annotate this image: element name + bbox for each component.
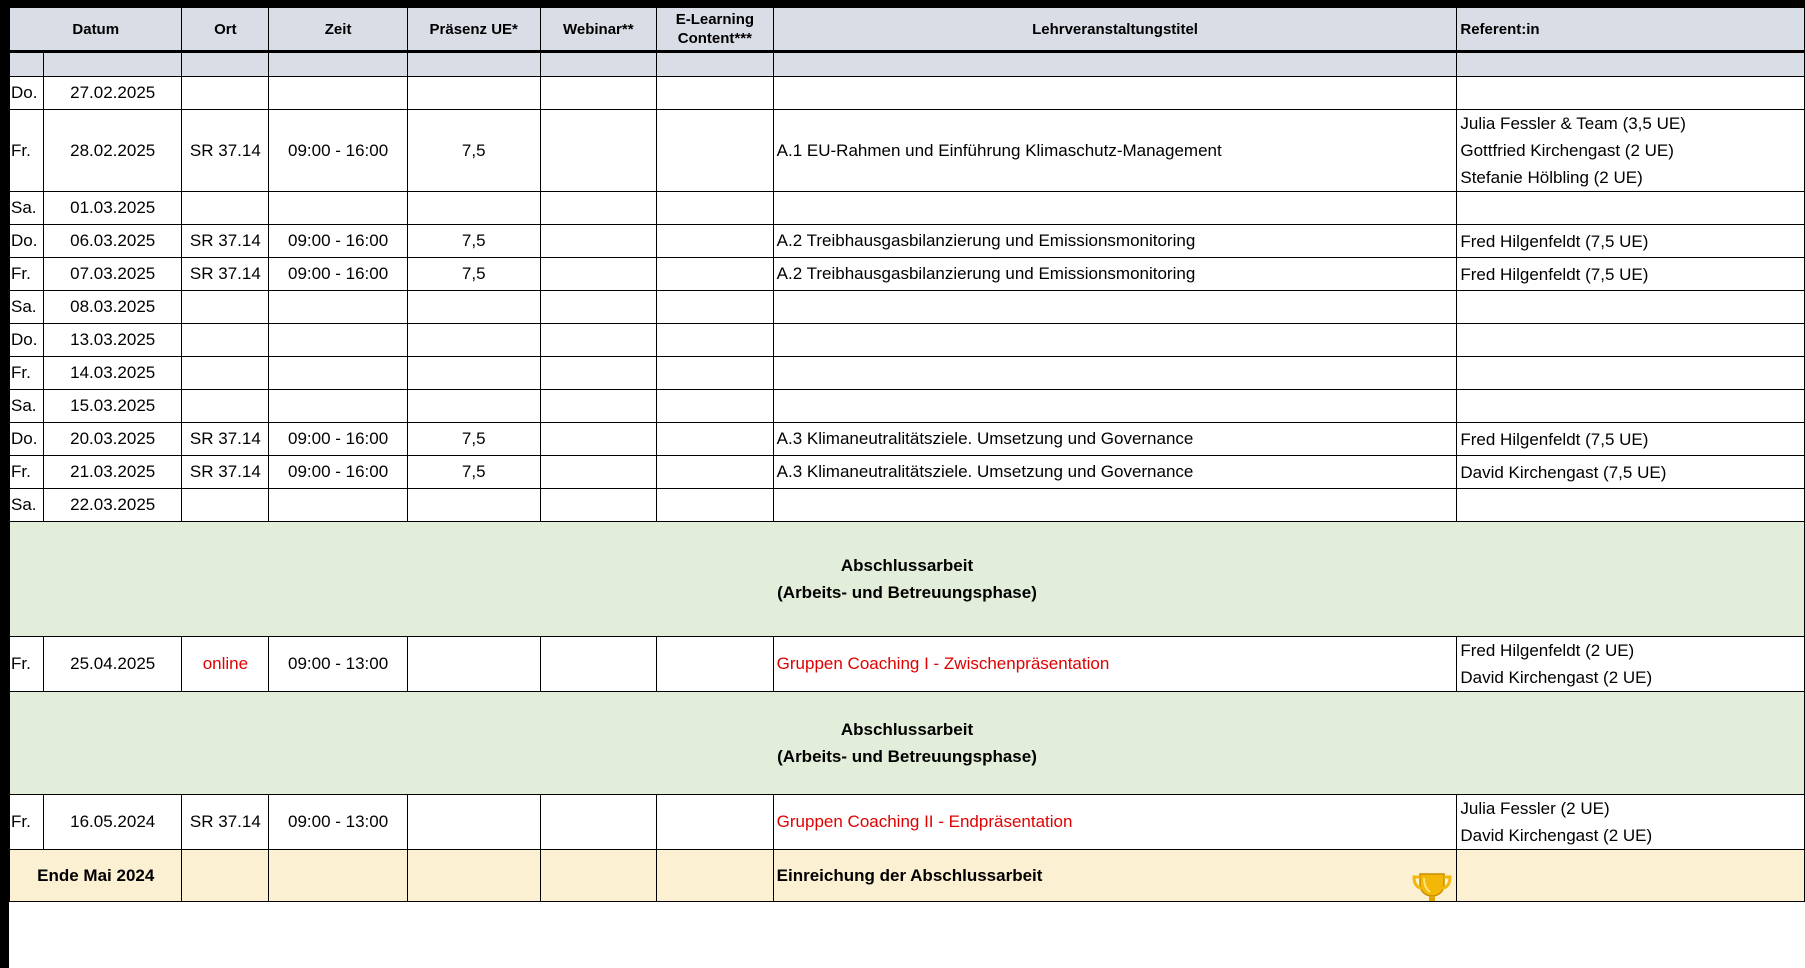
webinar-cell: [540, 390, 657, 423]
schedule-row: [10, 423, 1805, 456]
time-cell: [269, 77, 408, 110]
date-cell: 25.04.2025: [43, 637, 182, 692]
course-title-cell: [773, 192, 1457, 225]
praesenz-ue-cell: [407, 291, 540, 324]
date-cell: 21.03.2025: [43, 456, 182, 489]
date-cell: 06.03.2025: [43, 225, 182, 258]
schedule-row: [10, 357, 1805, 390]
lecturer-cell: [1457, 291, 1805, 324]
trophy-icon: [1410, 868, 1454, 902]
time-cell: 09:00 - 16:00: [269, 110, 408, 192]
schedule-row: [10, 258, 1805, 291]
lecturer-cell: [1457, 795, 1805, 850]
thesis-phase-title: Abschlussarbeit: [840, 720, 974, 739]
lecturer-cell: [1457, 357, 1805, 390]
col-header-ort: Ort: [182, 8, 269, 52]
elearning-cell: [657, 637, 774, 692]
referent-name: Stefanie Hölbling (2 UE): [1460, 168, 1643, 187]
location-cell: online: [182, 637, 269, 692]
course-title-cell: [773, 390, 1457, 423]
thesis-phase-title: Abschlussarbeit: [840, 556, 974, 575]
webinar-cell: [540, 637, 657, 692]
webinar-cell: [540, 192, 657, 225]
schedule-row: [10, 324, 1805, 357]
webinar-cell: [540, 423, 657, 456]
elearning-cell: [657, 192, 774, 225]
course-title-cell: A.3 Klimaneutralitätsziele. Umsetzung und Governance: [773, 456, 1457, 489]
elearning-cell: [657, 390, 774, 423]
location-cell: [182, 192, 269, 225]
time-cell: 09:00 - 16:00: [269, 258, 408, 291]
time-cell: [269, 192, 408, 225]
elearning-cell: [657, 423, 774, 456]
course-title-cell: [773, 324, 1457, 357]
weekday-cell: Fr.: [10, 637, 44, 692]
lecturer-cell: [1457, 192, 1805, 225]
time-cell: [269, 489, 408, 522]
schedule-row: [10, 225, 1805, 258]
date-cell: 28.02.2025: [43, 110, 182, 192]
location-cell: [182, 357, 269, 390]
elearning-cell: [657, 795, 774, 850]
praesenz-ue-cell: [407, 489, 540, 522]
thesis-phase-cell: [10, 692, 1805, 795]
date-cell: 22.03.2025: [43, 489, 182, 522]
weekday-cell: Fr.: [10, 456, 44, 489]
header-row: [10, 8, 1805, 52]
referent-name: Julia Fessler & Team (3,5 UE): [1460, 114, 1686, 133]
weekday-cell: Fr.: [10, 258, 44, 291]
praesenz-ue-cell: 7,5: [407, 225, 540, 258]
course-title-cell: A.2 Treibhausgasbilanzierung und Emissionsmonitoring: [773, 225, 1457, 258]
lecturer-cell: [1457, 258, 1805, 291]
time-cell: 09:00 - 16:00: [269, 456, 408, 489]
praesenz-ue-cell: 7,5: [407, 110, 540, 192]
lecturer-cell: [1457, 456, 1805, 489]
webinar-cell: [540, 357, 657, 390]
coaching-row: [10, 795, 1805, 850]
col-header-elearning: E-Learning Content***: [657, 8, 774, 52]
webinar-cell: [540, 489, 657, 522]
submission-lecturer-cell: [1457, 850, 1805, 902]
weekday-cell: Sa.: [10, 291, 44, 324]
course-title-cell: [773, 77, 1457, 110]
time-cell: [269, 324, 408, 357]
thesis-phase-cell: [10, 522, 1805, 637]
webinar-cell: [540, 456, 657, 489]
time-cell: 09:00 - 16:00: [269, 225, 408, 258]
weekday-cell: Fr.: [10, 357, 44, 390]
weekday-cell: Fr.: [10, 110, 44, 192]
time-cell: [269, 390, 408, 423]
date-cell: 20.03.2025: [43, 423, 182, 456]
course-title-cell: Gruppen Coaching I - Zwischenpräsentation: [773, 637, 1457, 692]
time-cell: [269, 291, 408, 324]
schedule-row: [10, 110, 1805, 192]
referent-name: Julia Fessler (2 UE): [1460, 799, 1610, 818]
course-title-cell: [773, 489, 1457, 522]
referent-name: David Kirchengast (2 UE): [1460, 668, 1653, 687]
course-title-cell: [773, 291, 1457, 324]
webinar-cell: [540, 77, 657, 110]
location-cell: [182, 390, 269, 423]
location-cell: SR 37.14: [182, 225, 269, 258]
coaching-row: [10, 637, 1805, 692]
location-cell: [182, 324, 269, 357]
location-cell: [182, 77, 269, 110]
webinar-cell: [540, 324, 657, 357]
lecturer-cell: [1457, 390, 1805, 423]
location-cell: SR 37.14: [182, 456, 269, 489]
elearning-cell: [657, 258, 774, 291]
time-cell: [269, 357, 408, 390]
col-header-zeit: Zeit: [269, 8, 408, 52]
praesenz-ue-cell: 7,5: [407, 423, 540, 456]
date-cell: 14.03.2025: [43, 357, 182, 390]
schedule-row: [10, 456, 1805, 489]
lecturer-cell: [1457, 423, 1805, 456]
submission-row: [10, 850, 1805, 902]
col-header-praesenz: Präsenz UE*: [407, 8, 540, 52]
schedule-row: [10, 192, 1805, 225]
lecturer-cell: [1457, 324, 1805, 357]
elearning-cell: [657, 110, 774, 192]
date-cell: 07.03.2025: [43, 258, 182, 291]
webinar-cell: [540, 110, 657, 192]
left-border: [0, 0, 9, 968]
location-cell: [182, 291, 269, 324]
weekday-cell: Do.: [10, 225, 44, 258]
elearning-cell: [657, 291, 774, 324]
weekday-cell: Do.: [10, 423, 44, 456]
referent-name: David Kirchengast (2 UE): [1460, 826, 1653, 845]
referent-name: Fred Hilgenfeldt (2 UE): [1460, 641, 1635, 660]
col-header-titel: Lehrveranstaltungstitel: [773, 8, 1457, 52]
schedule-row: [10, 291, 1805, 324]
date-cell: 08.03.2025: [43, 291, 182, 324]
date-cell: 27.02.2025: [43, 77, 182, 110]
elearning-cell: [657, 77, 774, 110]
date-cell: 13.03.2025: [43, 324, 182, 357]
webinar-cell: [540, 225, 657, 258]
weekday-cell: Fr.: [10, 795, 44, 850]
course-title-cell: [773, 357, 1457, 390]
course-title-cell: A.2 Treibhausgasbilanzierung und Emissionsmonitoring: [773, 258, 1457, 291]
praesenz-ue-cell: [407, 77, 540, 110]
thesis-phase-row: [10, 522, 1805, 637]
praesenz-ue-cell: 7,5: [407, 258, 540, 291]
elearning-cell: [657, 225, 774, 258]
webinar-cell: [540, 258, 657, 291]
header-spacer-row: [10, 52, 1805, 77]
referent-name: Fred Hilgenfeldt (7,5 UE): [1460, 429, 1649, 449]
referent-name: David Kirchengast (7,5 UE): [1460, 462, 1667, 482]
weekday-cell: Do.: [10, 324, 44, 357]
praesenz-ue-cell: [407, 324, 540, 357]
schedule-table: [9, 7, 1805, 902]
location-cell: SR 37.14: [182, 258, 269, 291]
col-header-webinar: Webinar**: [540, 8, 657, 52]
elearning-cell: [657, 357, 774, 390]
time-cell: 09:00 - 16:00: [269, 423, 408, 456]
course-title-cell: A.1 EU-Rahmen und Einführung Klimaschutz-Management: [773, 110, 1457, 192]
course-title-cell: Gruppen Coaching II - Endpräsentation: [773, 795, 1457, 850]
col-header-referent: Referent:in: [1457, 8, 1805, 52]
elearning-cell: [657, 489, 774, 522]
date-cell: 16.05.2024: [43, 795, 182, 850]
referent-name: Fred Hilgenfeldt (7,5 UE): [1460, 231, 1649, 251]
lecturer-cell: [1457, 77, 1805, 110]
referent-name: Gottfried Kirchengast (2 UE): [1460, 141, 1674, 160]
location-cell: SR 37.14: [182, 795, 269, 850]
time-cell: 09:00 - 13:00: [269, 637, 408, 692]
schedule-row: [10, 489, 1805, 522]
weekday-cell: Sa.: [10, 192, 44, 225]
webinar-cell: [540, 291, 657, 324]
praesenz-ue-cell: [407, 192, 540, 225]
schedule-row: [10, 390, 1805, 423]
praesenz-ue-cell: [407, 357, 540, 390]
top-border: [0, 0, 1805, 7]
thesis-phase-subtitle: (Arbeits- und Betreuungsphase): [777, 583, 1037, 602]
location-cell: [182, 489, 269, 522]
location-cell: SR 37.14: [182, 110, 269, 192]
lecturer-cell: [1457, 110, 1805, 192]
submission-title-cell: [773, 850, 1457, 902]
col-header-datum: Datum: [10, 8, 182, 52]
lecturer-cell: [1457, 225, 1805, 258]
weekday-cell: Sa.: [10, 390, 44, 423]
submission-deadline-cell: Ende Mai 2024: [10, 850, 182, 902]
thesis-phase-row: [10, 692, 1805, 795]
location-cell: SR 37.14: [182, 423, 269, 456]
schedule-row: [10, 77, 1805, 110]
referent-name: Fred Hilgenfeldt (7,5 UE): [1460, 264, 1649, 284]
praesenz-ue-cell: [407, 795, 540, 850]
webinar-cell: [540, 795, 657, 850]
date-cell: 01.03.2025: [43, 192, 182, 225]
course-title-cell: A.3 Klimaneutralitätsziele. Umsetzung und Governance: [773, 423, 1457, 456]
weekday-cell: Sa.: [10, 489, 44, 522]
elearning-cell: [657, 456, 774, 489]
submission-title: Einreichung der Abschlussarbeit: [776, 865, 1043, 885]
weekday-cell: Do.: [10, 77, 44, 110]
time-cell: 09:00 - 13:00: [269, 795, 408, 850]
date-cell: 15.03.2025: [43, 390, 182, 423]
praesenz-ue-cell: [407, 390, 540, 423]
praesenz-ue-cell: 7,5: [407, 456, 540, 489]
elearning-cell: [657, 324, 774, 357]
lecturer-cell: [1457, 637, 1805, 692]
thesis-phase-subtitle: (Arbeits- und Betreuungsphase): [777, 747, 1037, 766]
lecturer-cell: [1457, 489, 1805, 522]
praesenz-ue-cell: [407, 637, 540, 692]
